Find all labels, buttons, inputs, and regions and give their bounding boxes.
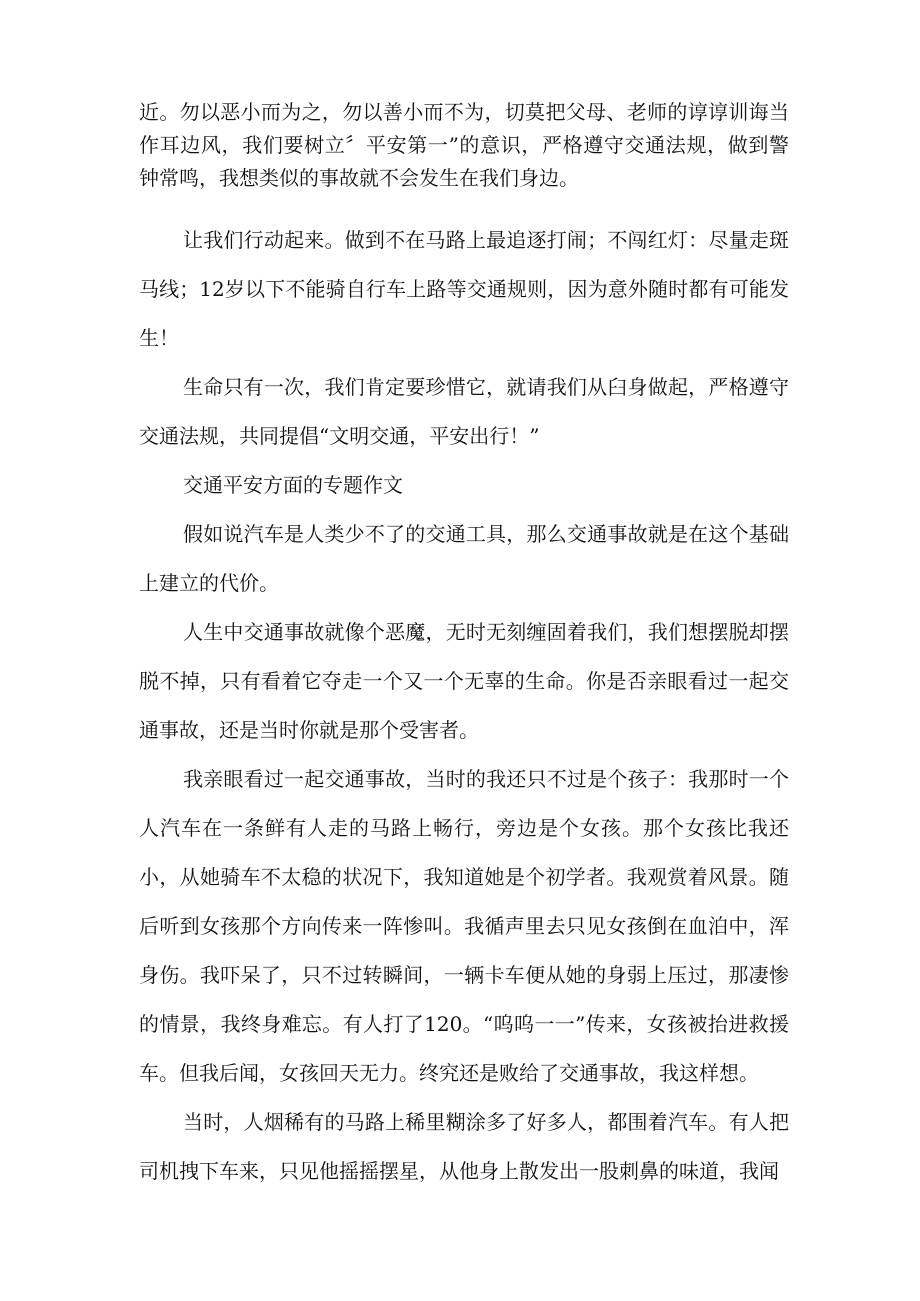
paragraph-2: 让我们行动起来。做到不在马路上最追逐打闹；不闯红灯：尽量走斑马线；12岁以下不能骑自行车上路等交通规则，因为意外随时都有可能发生！ [139,228,789,350]
paragraph-8: 当时，人烟稀有的马路上稀里糊涂多了好多人，都围着汽车。有人把司机拽下车来，只见他摇摇摆星，从他身上散发出一股刺鼻的味道，我闻 [139,1110,789,1183]
paragraph-1: 近。勿以恶小而为之，勿以善小而不为，切莫把父母、老师的谆谆训诲当作耳边风，我们要树立〞平安第一”的意识，严格遵守交通法规，做到警钟常鸣，我想类似的事故就不会发生在我们身边。 [139,100,789,190]
document-body [139,96,789,1196]
paragraph-6: 人生中交通事故就像个恶魔，无时无刻缠固着我们，我们想摆脱却摆脱不掉，只有看着它夺走一个又一个无辜的生命。你是否亲眼看过一起交通事故，还是当时你就是那个受害者。 [139,620,789,742]
section-heading: 交通平安方面的专题作文 [183,473,403,497]
paragraph-5: 假如说汽车是人类少不了的交通工具，那么交通事故就是在这个基础上建立的代价。 [139,522,789,595]
paragraph-7: 我亲眼看过一起交通事故，当时的我还只不过是个孩子：我那时一个人汽车在一条鲜有人走的马路上畅行，旁边是个女孩。那个女孩比我还小，从她骑车不太稳的状况下，我知道她是个初学者。我观赏着风景。随后听到女孩那个方向传来一阵惨叫。我循声里去只见女孩倒在血泊中，浑身伤。我吓呆了，只不过转瞬间，一辆卡车便从她的身弱上压过，那凄惨的情景，我终身难忘。有人打了120。“呜呜一一”传来，女孩被抬进救援车。但我后闻，女孩回天无力。终究还是败给了交通事故，我这样想。 [139,767,789,1085]
paragraph-3: 生命只有一次，我们肯定要珍惜它，就请我们从臼身做起，严格遵守交通法规，共同提倡“文明交通，平安出行！” [139,375,789,448]
